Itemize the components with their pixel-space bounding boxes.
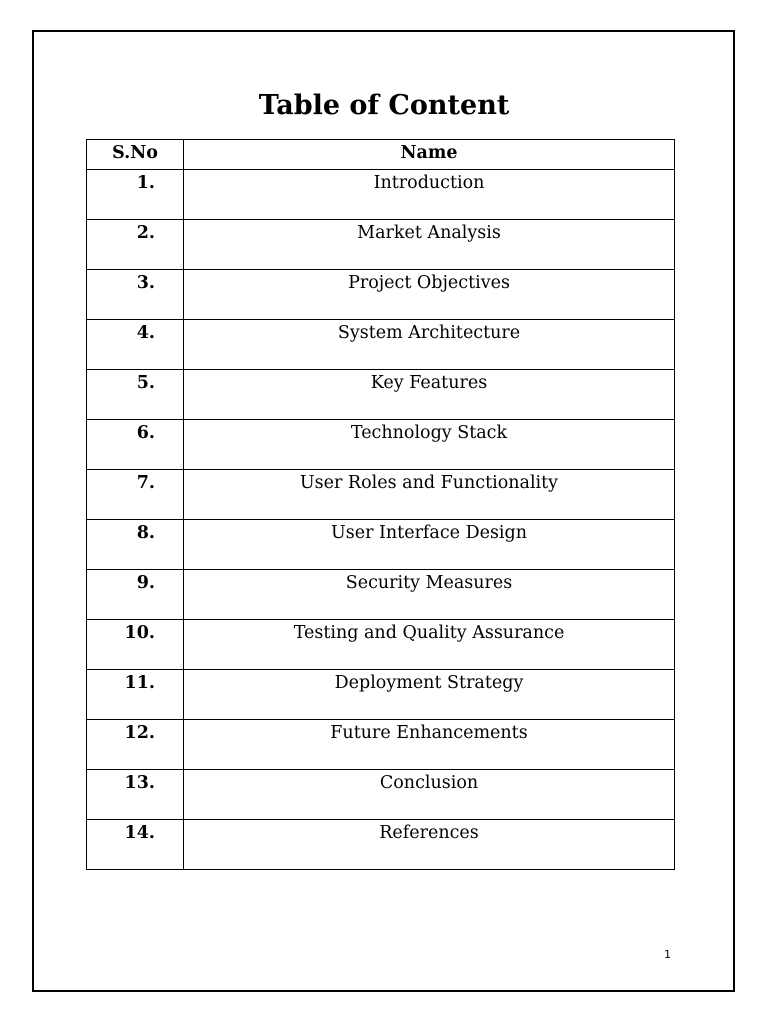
row-serial-number: 12.: [87, 720, 184, 770]
row-section-name: References: [184, 820, 675, 870]
table-row: [87, 520, 675, 570]
row-serial-number: 4.: [87, 320, 184, 370]
row-serial-number: 10.: [87, 620, 184, 670]
row-section-name: Technology Stack: [184, 420, 675, 470]
row-section-name: Deployment Strategy: [184, 670, 675, 720]
table-row: [87, 270, 675, 320]
row-section-name: Project Objectives: [184, 270, 675, 320]
column-header-sno: S.No: [87, 140, 184, 170]
table-row: [87, 620, 675, 670]
table-header-row: [87, 140, 675, 170]
row-section-name: User Roles and Functionality: [184, 470, 675, 520]
row-serial-number: 3.: [87, 270, 184, 320]
row-section-name: Key Features: [184, 370, 675, 420]
row-serial-number: 7.: [87, 470, 184, 520]
row-serial-number: 13.: [87, 770, 184, 820]
row-section-name: Market Analysis: [184, 220, 675, 270]
table-row: [87, 670, 675, 720]
row-section-name: Introduction: [184, 170, 675, 220]
row-section-name: Security Measures: [184, 570, 675, 620]
table-row: [87, 370, 675, 420]
row-serial-number: 2.: [87, 220, 184, 270]
table-row: [87, 170, 675, 220]
column-header-name: Name: [184, 140, 675, 170]
table-row: [87, 570, 675, 620]
row-section-name: Conclusion: [184, 770, 675, 820]
table-row: [87, 220, 675, 270]
table-row: [87, 420, 675, 470]
row-serial-number: 14.: [87, 820, 184, 870]
row-serial-number: 11.: [87, 670, 184, 720]
table-row: [87, 770, 675, 820]
table-of-contents: [86, 139, 675, 870]
row-serial-number: 5.: [87, 370, 184, 420]
table-row: [87, 720, 675, 770]
table-row: [87, 820, 675, 870]
page-title: Table of Content: [258, 90, 510, 121]
row-serial-number: 9.: [87, 570, 184, 620]
row-section-name: User Interface Design: [184, 520, 675, 570]
table-row: [87, 470, 675, 520]
row-section-name: System Architecture: [184, 320, 675, 370]
row-section-name: Testing and Quality Assurance: [184, 620, 675, 670]
table-row: [87, 320, 675, 370]
row-serial-number: 8.: [87, 520, 184, 570]
row-section-name: Future Enhancements: [184, 720, 675, 770]
row-serial-number: 6.: [87, 420, 184, 470]
page-number: 1: [664, 948, 671, 961]
row-serial-number: 1.: [87, 170, 184, 220]
